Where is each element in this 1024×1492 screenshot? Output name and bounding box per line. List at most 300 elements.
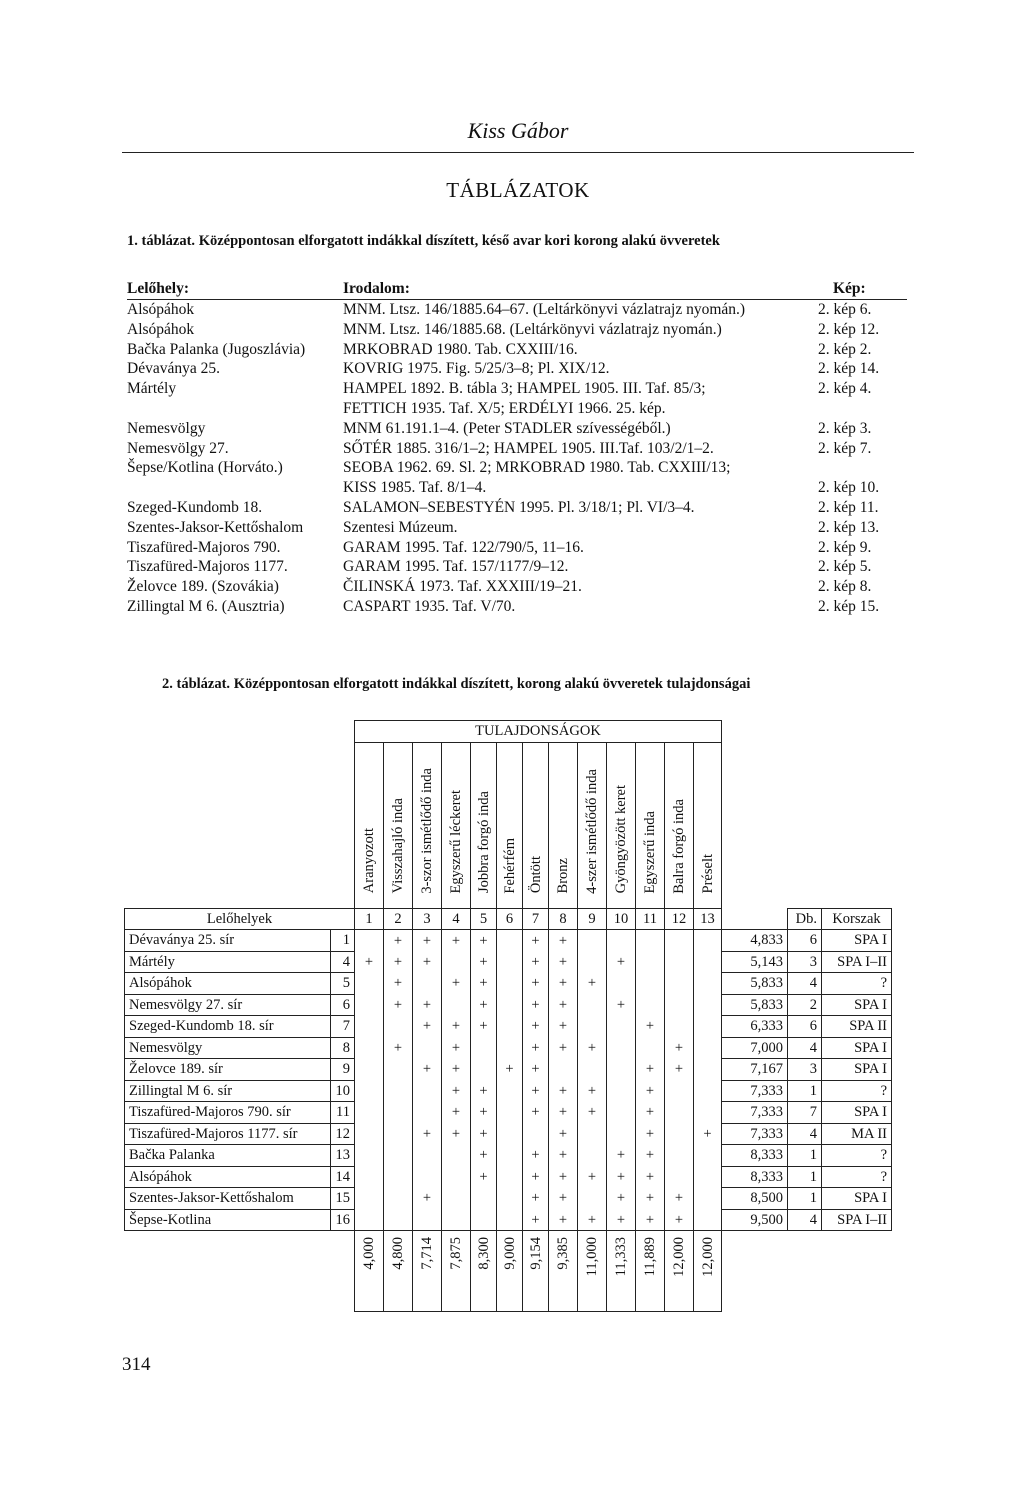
property-mark xyxy=(636,1037,665,1059)
score-value: 4,833 xyxy=(722,930,788,952)
property-mark: + xyxy=(523,1059,549,1081)
property-mark: + xyxy=(636,1209,665,1231)
table-row xyxy=(125,930,892,952)
property-mark xyxy=(384,1209,413,1231)
table1-cell-site: Tiszafüred-Majoros 790. xyxy=(127,538,281,556)
table-row xyxy=(127,419,912,439)
property-mark xyxy=(694,1016,722,1038)
site-name: Šepse-Kotlina xyxy=(125,1209,331,1231)
site-name: Szeged-Kundomb 18. sír xyxy=(125,1016,331,1038)
column-score xyxy=(471,1231,497,1312)
table-row xyxy=(127,557,912,577)
table1-cell-site: Zillingtal M 6. (Ausztria) xyxy=(127,597,285,615)
property-mark xyxy=(665,1080,694,1102)
property-mark xyxy=(497,1209,523,1231)
db-value: 7 xyxy=(788,1102,822,1124)
property-mark: + xyxy=(384,994,413,1016)
property-mark: + xyxy=(578,1080,607,1102)
property-mark xyxy=(497,1016,523,1038)
property-mark xyxy=(497,930,523,952)
property-mark xyxy=(636,994,665,1016)
property-mark: + xyxy=(578,1102,607,1124)
property-mark: + xyxy=(523,1037,549,1059)
table1-cell-site: Bačka Palanka (Jugoszlávia) xyxy=(127,340,306,358)
table-row xyxy=(127,577,912,597)
property-mark xyxy=(694,1209,722,1231)
property-mark: + xyxy=(442,930,471,952)
table-row xyxy=(127,399,912,419)
property-mark: + xyxy=(578,973,607,995)
property-mark xyxy=(442,951,471,973)
property-mark: + xyxy=(607,994,636,1016)
column-score-label: 9,154 xyxy=(527,1237,544,1270)
property-header xyxy=(523,742,549,908)
period-value: SPA I xyxy=(822,1102,892,1124)
site-number: 7 xyxy=(331,1016,355,1038)
property-mark xyxy=(413,1080,442,1102)
page-number: 314 xyxy=(122,1354,151,1375)
property-mark xyxy=(471,1037,497,1059)
property-label: Fehérfém xyxy=(501,837,518,894)
property-mark xyxy=(578,951,607,973)
property-mark: + xyxy=(523,994,549,1016)
property-mark xyxy=(523,1123,549,1145)
property-mark xyxy=(665,951,694,973)
property-mark xyxy=(607,1059,636,1081)
property-mark xyxy=(384,1059,413,1081)
table1-cell-img: 2. kép 3. xyxy=(818,419,872,437)
site-name: Tiszafüred-Majoros 1177. sír xyxy=(125,1123,331,1145)
property-mark: + xyxy=(549,1209,578,1231)
site-name: Nemesvölgy xyxy=(125,1037,331,1059)
table2-number-row xyxy=(125,908,892,930)
table-row xyxy=(125,1016,892,1038)
table1-body xyxy=(127,300,912,617)
property-mark xyxy=(442,1188,471,1210)
property-label: Gyöngyözött keret xyxy=(613,785,629,894)
site-name: Alsópáhok xyxy=(125,1166,331,1188)
property-label: Egyszerű inda xyxy=(642,810,658,894)
table1-cell-img: 2. kép 9. xyxy=(818,538,872,556)
table1-cell-img: 2. kép 7. xyxy=(818,439,872,457)
table-row xyxy=(125,994,892,1016)
property-mark xyxy=(607,1123,636,1145)
property-mark: + xyxy=(471,1102,497,1124)
table-row xyxy=(127,379,912,399)
db-value: 2 xyxy=(788,994,822,1016)
property-mark xyxy=(694,1059,722,1081)
property-label: Öntött xyxy=(527,856,544,894)
db-value: 1 xyxy=(788,1145,822,1167)
column-number: 10 xyxy=(607,908,636,930)
property-mark: + xyxy=(549,1188,578,1210)
property-label: Egyszerű léckeret xyxy=(448,790,464,894)
property-mark xyxy=(636,930,665,952)
db-value: 6 xyxy=(788,1016,822,1038)
site-number: 9 xyxy=(331,1059,355,1081)
property-label: Balra forgó inda xyxy=(671,798,687,894)
column-number: 5 xyxy=(471,908,497,930)
property-mark: + xyxy=(636,1080,665,1102)
db-value: 1 xyxy=(788,1166,822,1188)
table-row xyxy=(125,1209,892,1231)
column-number: 13 xyxy=(694,908,722,930)
property-mark xyxy=(665,1102,694,1124)
blank-cell xyxy=(722,721,892,743)
db-value: 3 xyxy=(788,1059,822,1081)
property-mark: + xyxy=(549,973,578,995)
period-value: SPA I xyxy=(822,1037,892,1059)
period-value: MA II xyxy=(822,1123,892,1145)
site-name: Mártély xyxy=(125,951,331,973)
property-mark: + xyxy=(607,951,636,973)
sites-header: Lelőhelyek xyxy=(125,908,355,930)
property-mark xyxy=(413,1209,442,1231)
property-mark xyxy=(607,1016,636,1038)
table-row xyxy=(125,1102,892,1124)
property-mark xyxy=(636,973,665,995)
property-mark: + xyxy=(442,1059,471,1081)
blank-cell xyxy=(722,1231,892,1312)
section-title: TÁBLÁZATOK xyxy=(446,178,590,202)
property-mark xyxy=(355,1102,384,1124)
property-mark xyxy=(355,1209,384,1231)
property-mark xyxy=(665,1166,694,1188)
column-score-label: 7,875 xyxy=(448,1237,464,1270)
property-header xyxy=(471,742,497,908)
site-number: 5 xyxy=(331,973,355,995)
property-mark xyxy=(578,1123,607,1145)
table1-cell-lit: Szentesi Múzeum. xyxy=(343,518,458,536)
table2-property-row xyxy=(125,742,892,908)
table-row xyxy=(125,1037,892,1059)
table-row xyxy=(127,518,912,538)
property-mark xyxy=(497,1102,523,1124)
property-mark: + xyxy=(523,1166,549,1188)
property-mark xyxy=(607,930,636,952)
property-mark xyxy=(694,1188,722,1210)
table1-header-image: Kép: xyxy=(833,280,866,297)
property-mark: + xyxy=(665,1188,694,1210)
property-mark xyxy=(665,973,694,995)
property-mark: + xyxy=(471,930,497,952)
property-mark: + xyxy=(549,1145,578,1167)
property-mark: + xyxy=(636,1145,665,1167)
site-number: 1 xyxy=(331,930,355,952)
table1-caption-text: Középpontosan elforgatott indákkal díszített, késő avar kori korong alakú övveretek xyxy=(198,233,720,249)
property-mark: + xyxy=(471,1016,497,1038)
property-mark: + xyxy=(578,1166,607,1188)
property-mark xyxy=(665,930,694,952)
property-mark xyxy=(694,930,722,952)
table1 xyxy=(127,280,912,617)
property-mark xyxy=(384,1102,413,1124)
table1-cell-img: 2. kép 11. xyxy=(818,498,879,516)
table1-cell-img: 2. kép 12. xyxy=(818,320,880,338)
column-score-label: 4,800 xyxy=(390,1237,406,1270)
table1-cell-img: 2. kép 2. xyxy=(818,340,872,358)
table1-cell-site: Nemesvölgy xyxy=(127,419,206,437)
property-mark: + xyxy=(471,1123,497,1145)
property-mark xyxy=(355,1037,384,1059)
table-row xyxy=(127,439,912,459)
table2-group-row xyxy=(125,721,892,743)
property-mark: + xyxy=(549,1016,578,1038)
property-mark xyxy=(497,1037,523,1059)
property-label: 4-szer ismétlődő inda xyxy=(584,768,600,894)
score-value: 8,500 xyxy=(722,1188,788,1210)
property-mark xyxy=(665,1145,694,1167)
db-value: 3 xyxy=(788,951,822,973)
property-mark: + xyxy=(549,930,578,952)
property-mark: + xyxy=(523,1145,549,1167)
site-name: Nemesvölgy 27. sír xyxy=(125,994,331,1016)
table1-header-rule xyxy=(127,299,907,300)
period-header: Korszak xyxy=(822,908,892,930)
property-mark: + xyxy=(523,973,549,995)
column-number: 7 xyxy=(523,908,549,930)
property-header xyxy=(384,742,413,908)
property-mark xyxy=(694,1037,722,1059)
property-mark xyxy=(497,1166,523,1188)
period-value: SPA I xyxy=(822,1059,892,1081)
property-mark xyxy=(497,973,523,995)
table1-cell-site: Alsópáhok xyxy=(127,301,195,318)
property-mark: + xyxy=(497,1059,523,1081)
property-mark: + xyxy=(636,1102,665,1124)
property-mark xyxy=(471,1209,497,1231)
blank-cell xyxy=(125,721,355,743)
property-mark: + xyxy=(471,994,497,1016)
property-mark xyxy=(355,930,384,952)
property-header xyxy=(665,742,694,908)
property-mark: + xyxy=(636,1016,665,1038)
property-mark: + xyxy=(442,1123,471,1145)
period-value: ? xyxy=(822,1166,892,1188)
site-name: Želovce 189. sír xyxy=(125,1059,331,1081)
column-score xyxy=(549,1231,578,1312)
score-value: 6,333 xyxy=(722,1016,788,1038)
column-score-label: 8,300 xyxy=(475,1237,492,1270)
table-row xyxy=(125,973,892,995)
table-row xyxy=(125,1145,892,1167)
score-value: 5,833 xyxy=(722,994,788,1016)
property-mark: + xyxy=(442,1016,471,1038)
table1-cell-site: Nemesvölgy 27. xyxy=(127,439,229,457)
column-number: 1 xyxy=(355,908,384,930)
column-score-label: 7,714 xyxy=(419,1237,435,1270)
table1-cell-img: 2. kép 10. xyxy=(818,479,880,497)
table1-cell-lit: MNM. Ltsz. 146/1885.64–67. (Leltárkönyvi vázlatrajz nyomán.) xyxy=(343,301,746,318)
property-mark xyxy=(442,1209,471,1231)
table1-cell-lit: FETTICH 1935. Taf. X/5; ERDÉLYI 1966. 25. kép. xyxy=(343,399,666,417)
property-mark: + xyxy=(607,1188,636,1210)
table2-caption-label: 2. táblázat. xyxy=(162,676,231,692)
property-mark: + xyxy=(694,1123,722,1145)
site-number: 12 xyxy=(331,1123,355,1145)
property-mark: + xyxy=(523,951,549,973)
property-mark xyxy=(497,1188,523,1210)
table1-cell-lit: SALAMON–SEBESTYÉN 1995. Pl. 3/18/1; Pl. VI/3–4. xyxy=(343,498,695,516)
table-row xyxy=(127,340,912,360)
property-mark xyxy=(578,1016,607,1038)
property-label: Aranyozott xyxy=(361,828,377,894)
property-mark: + xyxy=(549,1166,578,1188)
table1-cell-site: Želovce 189. (Szovákia) xyxy=(127,578,279,596)
property-mark: + xyxy=(413,1188,442,1210)
property-mark: + xyxy=(413,1016,442,1038)
property-mark xyxy=(665,1016,694,1038)
period-value: SPA I xyxy=(822,930,892,952)
property-mark xyxy=(694,1080,722,1102)
property-mark xyxy=(442,994,471,1016)
property-mark: + xyxy=(523,1016,549,1038)
property-label: Visszahajló inda xyxy=(390,798,406,894)
property-mark: + xyxy=(549,951,578,973)
property-mark: + xyxy=(442,1037,471,1059)
column-number: 4 xyxy=(442,908,471,930)
property-mark: + xyxy=(607,1145,636,1167)
blank-cell xyxy=(722,908,788,930)
property-mark xyxy=(497,1123,523,1145)
property-mark xyxy=(497,951,523,973)
property-header xyxy=(578,742,607,908)
site-name: Szentes-Jaksor-Kettőshalom xyxy=(125,1188,331,1210)
property-label: 3-szor ismétlődő inda xyxy=(419,767,435,894)
property-mark: + xyxy=(384,1037,413,1059)
property-mark xyxy=(355,1080,384,1102)
property-mark: + xyxy=(442,1080,471,1102)
property-mark xyxy=(636,951,665,973)
property-mark xyxy=(694,1102,722,1124)
property-mark: + xyxy=(636,1123,665,1145)
property-label: Jobbra forgó inda xyxy=(475,791,492,894)
property-mark xyxy=(694,973,722,995)
table1-header-site: Lelőhely: xyxy=(127,280,189,297)
db-value: 4 xyxy=(788,1123,822,1145)
table1-cell-img: 2. kép 14. xyxy=(818,360,880,378)
table1-cell-site: Szeged-Kundomb 18. xyxy=(127,498,263,516)
property-mark: + xyxy=(549,1080,578,1102)
table2 xyxy=(124,720,892,1312)
property-mark xyxy=(578,1059,607,1081)
property-mark xyxy=(355,1059,384,1081)
property-mark xyxy=(578,1145,607,1167)
property-mark xyxy=(607,1080,636,1102)
property-mark: + xyxy=(442,1102,471,1124)
property-mark xyxy=(665,1123,694,1145)
column-score xyxy=(665,1231,694,1312)
property-mark: + xyxy=(471,1080,497,1102)
property-header xyxy=(413,742,442,908)
period-value: ? xyxy=(822,1145,892,1167)
period-value: SPA I xyxy=(822,994,892,1016)
column-score xyxy=(636,1231,665,1312)
property-mark xyxy=(665,994,694,1016)
table1-header xyxy=(127,280,912,300)
column-number: 2 xyxy=(384,908,413,930)
column-score xyxy=(694,1231,722,1312)
site-name: Bačka Palanka xyxy=(125,1145,331,1167)
property-mark xyxy=(413,1166,442,1188)
property-mark xyxy=(413,973,442,995)
table1-cell-site: Mártély xyxy=(127,380,177,398)
property-mark: + xyxy=(523,1102,549,1124)
site-number: 6 xyxy=(331,994,355,1016)
property-mark xyxy=(607,973,636,995)
table1-cell-site: Tiszafüred-Majoros 1177. xyxy=(127,558,288,576)
table1-caption xyxy=(127,233,720,250)
site-name: Alsópáhok xyxy=(125,973,331,995)
site-number: 10 xyxy=(331,1080,355,1102)
table1-cell-lit: KISS 1985. Taf. 8/1–4. xyxy=(343,479,487,497)
property-mark xyxy=(497,1080,523,1102)
property-mark xyxy=(355,1166,384,1188)
table1-cell-img: 2. kép 15. xyxy=(818,597,880,615)
table1-cell-lit: GARAM 1995. Taf. 157/1177/9–12. xyxy=(343,558,569,576)
table1-cell-img: 2. kép 4. xyxy=(818,380,872,398)
table1-cell-img: 2. kép 5. xyxy=(818,558,872,576)
blank-cell xyxy=(722,742,892,908)
table1-cell-lit: KOVRIG 1975. Fig. 5/25/3–8; Pl. XIX/12. xyxy=(343,360,610,378)
column-score xyxy=(497,1231,523,1312)
table-row xyxy=(125,951,892,973)
property-mark: + xyxy=(384,973,413,995)
column-number: 9 xyxy=(578,908,607,930)
table-row xyxy=(127,538,912,558)
property-mark xyxy=(694,1145,722,1167)
column-number: 12 xyxy=(665,908,694,930)
table1-cell-site: Dévaványa 25. xyxy=(127,360,220,378)
table-row xyxy=(127,300,912,320)
column-score-label: 4,000 xyxy=(361,1237,377,1270)
header-rule xyxy=(122,152,914,153)
property-header xyxy=(497,742,523,908)
db-value: 4 xyxy=(788,973,822,995)
blank-cell xyxy=(125,742,355,908)
property-mark: + xyxy=(413,994,442,1016)
table2-group-header: TULAJDONSÁGOK xyxy=(355,721,722,743)
property-mark xyxy=(497,1145,523,1167)
table-row xyxy=(127,597,912,617)
table1-header-literature: Irodalom: xyxy=(343,280,410,297)
table-row xyxy=(125,1059,892,1081)
score-value: 8,333 xyxy=(722,1166,788,1188)
column-score xyxy=(523,1231,549,1312)
property-mark xyxy=(355,1188,384,1210)
site-number: 11 xyxy=(331,1102,355,1124)
property-mark: + xyxy=(549,1037,578,1059)
table-row xyxy=(125,1166,892,1188)
period-value: ? xyxy=(822,1080,892,1102)
column-score-label: 9,000 xyxy=(501,1237,518,1270)
property-mark xyxy=(384,1145,413,1167)
property-mark xyxy=(355,1123,384,1145)
period-value: SPA II xyxy=(822,1016,892,1038)
table2-caption xyxy=(162,676,750,693)
column-score xyxy=(607,1231,636,1312)
property-header xyxy=(636,742,665,908)
table-row xyxy=(125,1080,892,1102)
table-row xyxy=(127,478,912,498)
score-value: 7,000 xyxy=(722,1037,788,1059)
column-score xyxy=(355,1231,384,1312)
property-mark: + xyxy=(523,1188,549,1210)
property-mark: + xyxy=(636,1059,665,1081)
property-mark: + xyxy=(607,1209,636,1231)
period-value: SPA I–II xyxy=(822,1209,892,1231)
property-mark: + xyxy=(355,951,384,973)
